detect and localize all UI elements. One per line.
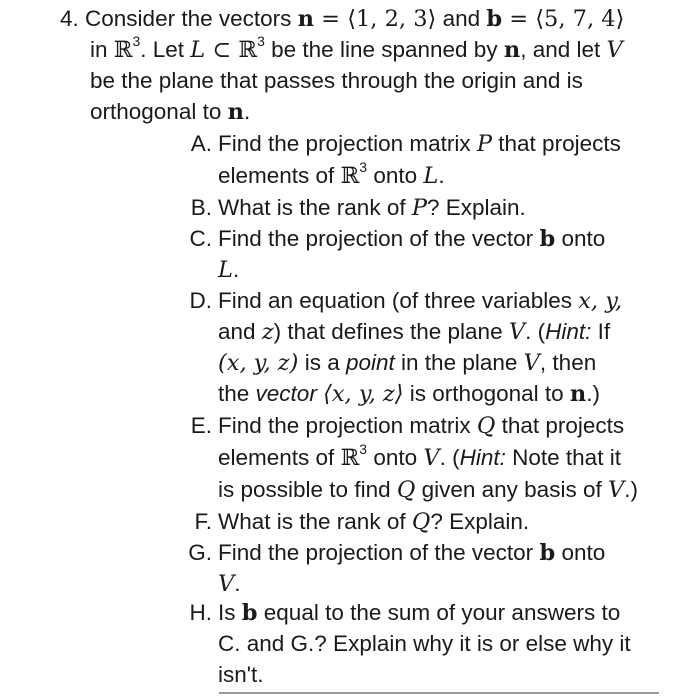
part-d-line-3: (x, y, z) is a point in the plane V, then: [218, 350, 597, 376]
problem-stem-line-2: in ℝ$^3$. Let L ⊂ ℝ$^3$ be the line spanned by n, and let V: [90, 33, 623, 63]
part-c-label: C.: [189, 226, 212, 251]
part-e-line-2: elements of ℝ$^3$ onto V. (Hint: Note that it: [218, 441, 621, 471]
part-g-label: G.: [188, 540, 212, 565]
problem-stem-line-4: orthogonal to n.: [90, 99, 251, 125]
answer-divider: [219, 692, 659, 694]
part-e-line-3: is possible to find Q given any basis of V.): [218, 477, 638, 503]
part-e-label: E.: [190, 413, 212, 438]
problem-stem-line-1: 4. Consider the vectors n = ⟨1, 2, 3⟩ and b = ⟨5, 7, 4⟩: [60, 6, 625, 32]
problem-number: 4.: [60, 6, 79, 31]
part-f-label: F.: [194, 509, 212, 534]
part-c-line-2: L.: [218, 257, 240, 283]
part-b-label: B.: [190, 195, 212, 220]
problem-stem-line-3: be the plane that passes through the origin and is: [90, 68, 583, 93]
part-d-line-2: and z) that defines the plane V. (Hint: If: [218, 319, 611, 345]
part-a-label: A.: [190, 131, 212, 156]
part-g-line-2: V.: [218, 571, 241, 597]
part-d-label: D.: [189, 288, 212, 313]
part-h-line-2: C. and G.? Explain why it is or else why it: [218, 631, 631, 656]
part-h-line-3: isn't.: [218, 662, 264, 687]
part-h-label: H.: [189, 600, 212, 625]
part-d-line-4: the vector ⟨x, y, z⟩ is orthogonal to n.): [218, 381, 601, 407]
part-a-line-2: elements of ℝ$^3$ onto L.: [218, 159, 445, 189]
